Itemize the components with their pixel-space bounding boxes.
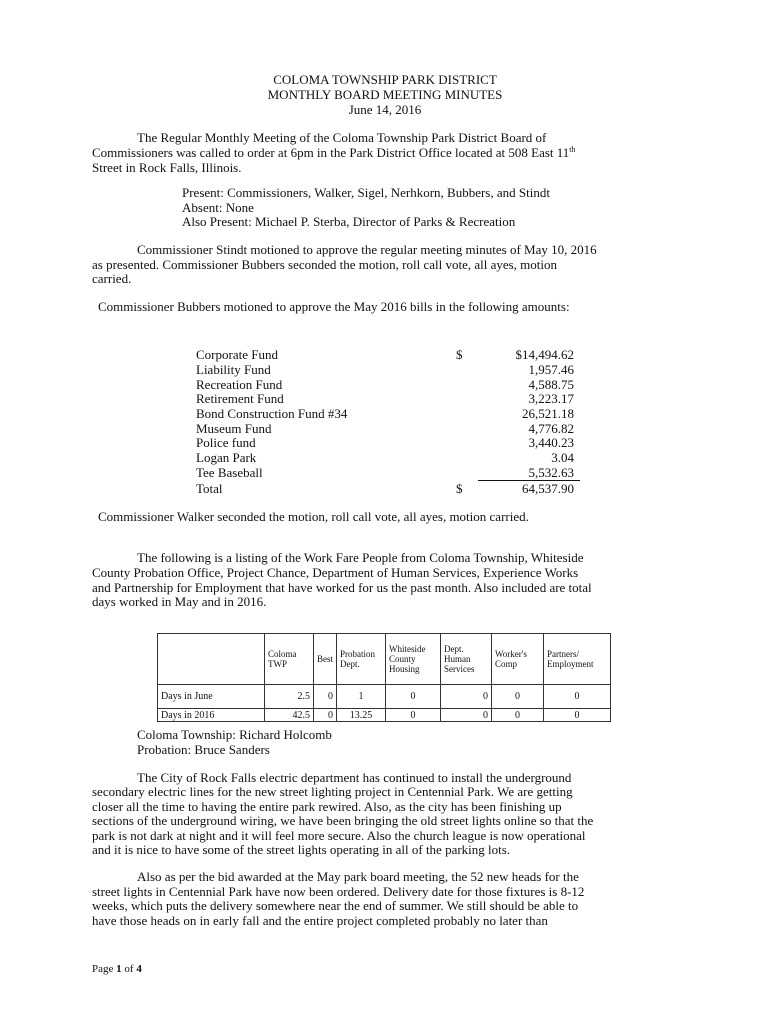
absent-line: Absent: None [182,200,254,215]
table-header-cell [158,634,265,685]
table-header-row [158,634,611,685]
probation-contact: Probation: Bruce Sanders [137,742,270,757]
currency-symbol: $ [456,481,463,496]
bill-amount: 3.04 [551,450,574,465]
doc-title: MONTHLY BOARD MEETING MINUTES [267,87,503,102]
electric-line-3: closer all the time to having the entire park rewired. Also, as the city has been finishing up [92,799,562,814]
table-header-cell: Coloma TWP [265,634,314,685]
bill-name: Logan Park [196,450,257,465]
workfare-table [157,633,611,722]
electric-line-2: secondary electric lines for the new street lighting project in Centennial Park. We are getting [92,784,573,799]
motion1-line-3: carried. [92,271,132,286]
also-present-line: Also Present: Michael P. Sterba, Director of Parks & Recreation [182,214,516,229]
currency-symbol: $ [456,347,463,362]
bid-line-3: weeks, which puts the delivery somewhere near the end of summer. We still should be able to [92,898,579,913]
table-cell: 0 [386,685,441,709]
total-amount: 64,537.90 [522,481,574,496]
table-row [158,709,611,722]
table-cell: 0 [386,709,441,722]
page-number: Page 1 of 4 [92,963,142,975]
table-cell: 2.5 [265,685,314,709]
bill-amount: 26,521.18 [522,406,574,421]
intro-line-2: Commissioners was called to order at 6pm in the Park District Office located at 508 East 11th [92,145,576,160]
bill-amount: $14,494.62 [515,347,574,362]
workfare-line-4: days worked in May and in 2016. [92,594,267,609]
workfare-line-3: and Partnership for Employment that have worked for us the past month. Also included are total [92,580,592,595]
bill-name: Police fund [196,435,256,450]
workfare-line-1: The following is a listing of the Work Fare People from Coloma Township, Whiteside [137,550,584,565]
bill-name: Museum Fund [196,421,272,436]
table-header-cell: Worker's Comp [492,634,544,685]
table-cell: 0 [544,709,611,722]
motion1-line-2: as presented. Commissioner Bubbers seconded the motion, roll call vote, all ayes, motion [92,257,558,272]
table-cell: 0 [492,685,544,709]
table-cell: 0 [441,709,492,722]
bill-name: Retirement Fund [196,391,284,406]
motion1-line-1: Commissioner Stindt motioned to approve the regular meeting minutes of May 10, 2016 [137,242,597,257]
bill-name: Bond Construction Fund #34 [196,406,348,421]
meeting-date: June 14, 2016 [348,102,422,117]
org-title: COLOMA TOWNSHIP PARK DISTRICT [273,72,497,87]
table-header-cell: Whiteside County Housing [386,634,441,685]
table-cell: 0 [314,709,337,722]
bill-name: Recreation Fund [196,377,283,392]
row-label: Days in 2016 [158,709,265,722]
table-cell: 13.25 [337,709,386,722]
bill-amount: 4,776.82 [528,421,574,436]
bill-name: Tee Baseball [196,465,263,480]
bill-name: Corporate Fund [196,347,278,362]
total-label: Total [196,481,223,496]
table-cell: 1 [337,685,386,709]
table-cell: 0 [492,709,544,722]
intro-line-3: Street in Rock Falls, Illinois. [92,160,242,175]
bill-amount: 3,223.17 [528,391,574,406]
bill-amount: 3,440.23 [528,435,574,450]
bid-line-1: Also as per the bid awarded at the May park board meeting, the 52 new heads for the [137,869,579,884]
table-header-cell: Best [314,634,337,685]
bid-line-4: have those heads on in early fall and the entire project completed probably no later than [92,913,548,928]
intro-line-1: The Regular Monthly Meeting of the Coloma Township Park District Board of [137,130,547,145]
present-line: Present: Commissioners, Walker, Sigel, Nerhkorn, Bubbers, and Stindt [182,185,550,200]
table-header-cell: Partners/ Employment [544,634,611,685]
workfare-line-2: County Probation Office, Project Chance, Department of Human Services, Experience Works [92,565,579,580]
table-cell: 0 [441,685,492,709]
bill-amount: 4,588.75 [528,377,574,392]
electric-line-4: sections of the underground wiring, we have been bringing the old street lights online so that the [92,813,594,828]
bill-amount: 5,532.63 [528,465,574,480]
motion2-text: Commissioner Bubbers motioned to approve the May 2016 bills in the following amounts: [98,299,570,314]
bill-name: Liability Fund [196,362,271,377]
motion2-second: Commissioner Walker seconded the motion, roll call vote, all ayes, motion carried. [98,509,529,524]
electric-line-1: The City of Rock Falls electric department has continued to install the underground [137,770,572,785]
bid-line-2: street lights in Centennial Park have now been ordered. Delivery date for those fixtures is 8-12 [92,884,585,899]
table-cell: 42.5 [265,709,314,722]
electric-line-6: and it is nice to have some of the street lights operating in all of the parking lots. [92,842,511,857]
row-label: Days in June [158,685,265,709]
table-cell: 0 [314,685,337,709]
bill-amount: 1,957.46 [528,362,574,377]
table-cell: 0 [544,685,611,709]
coloma-contact: Coloma Township: Richard Holcomb [137,727,332,742]
electric-line-5: park is not dark at night and it will feel more secure. Also the church league is now operational [92,828,586,843]
table-header-cell: Dept. Human Services [441,634,492,685]
table-header-cell: Probation Dept. [337,634,386,685]
table-row [158,685,611,709]
